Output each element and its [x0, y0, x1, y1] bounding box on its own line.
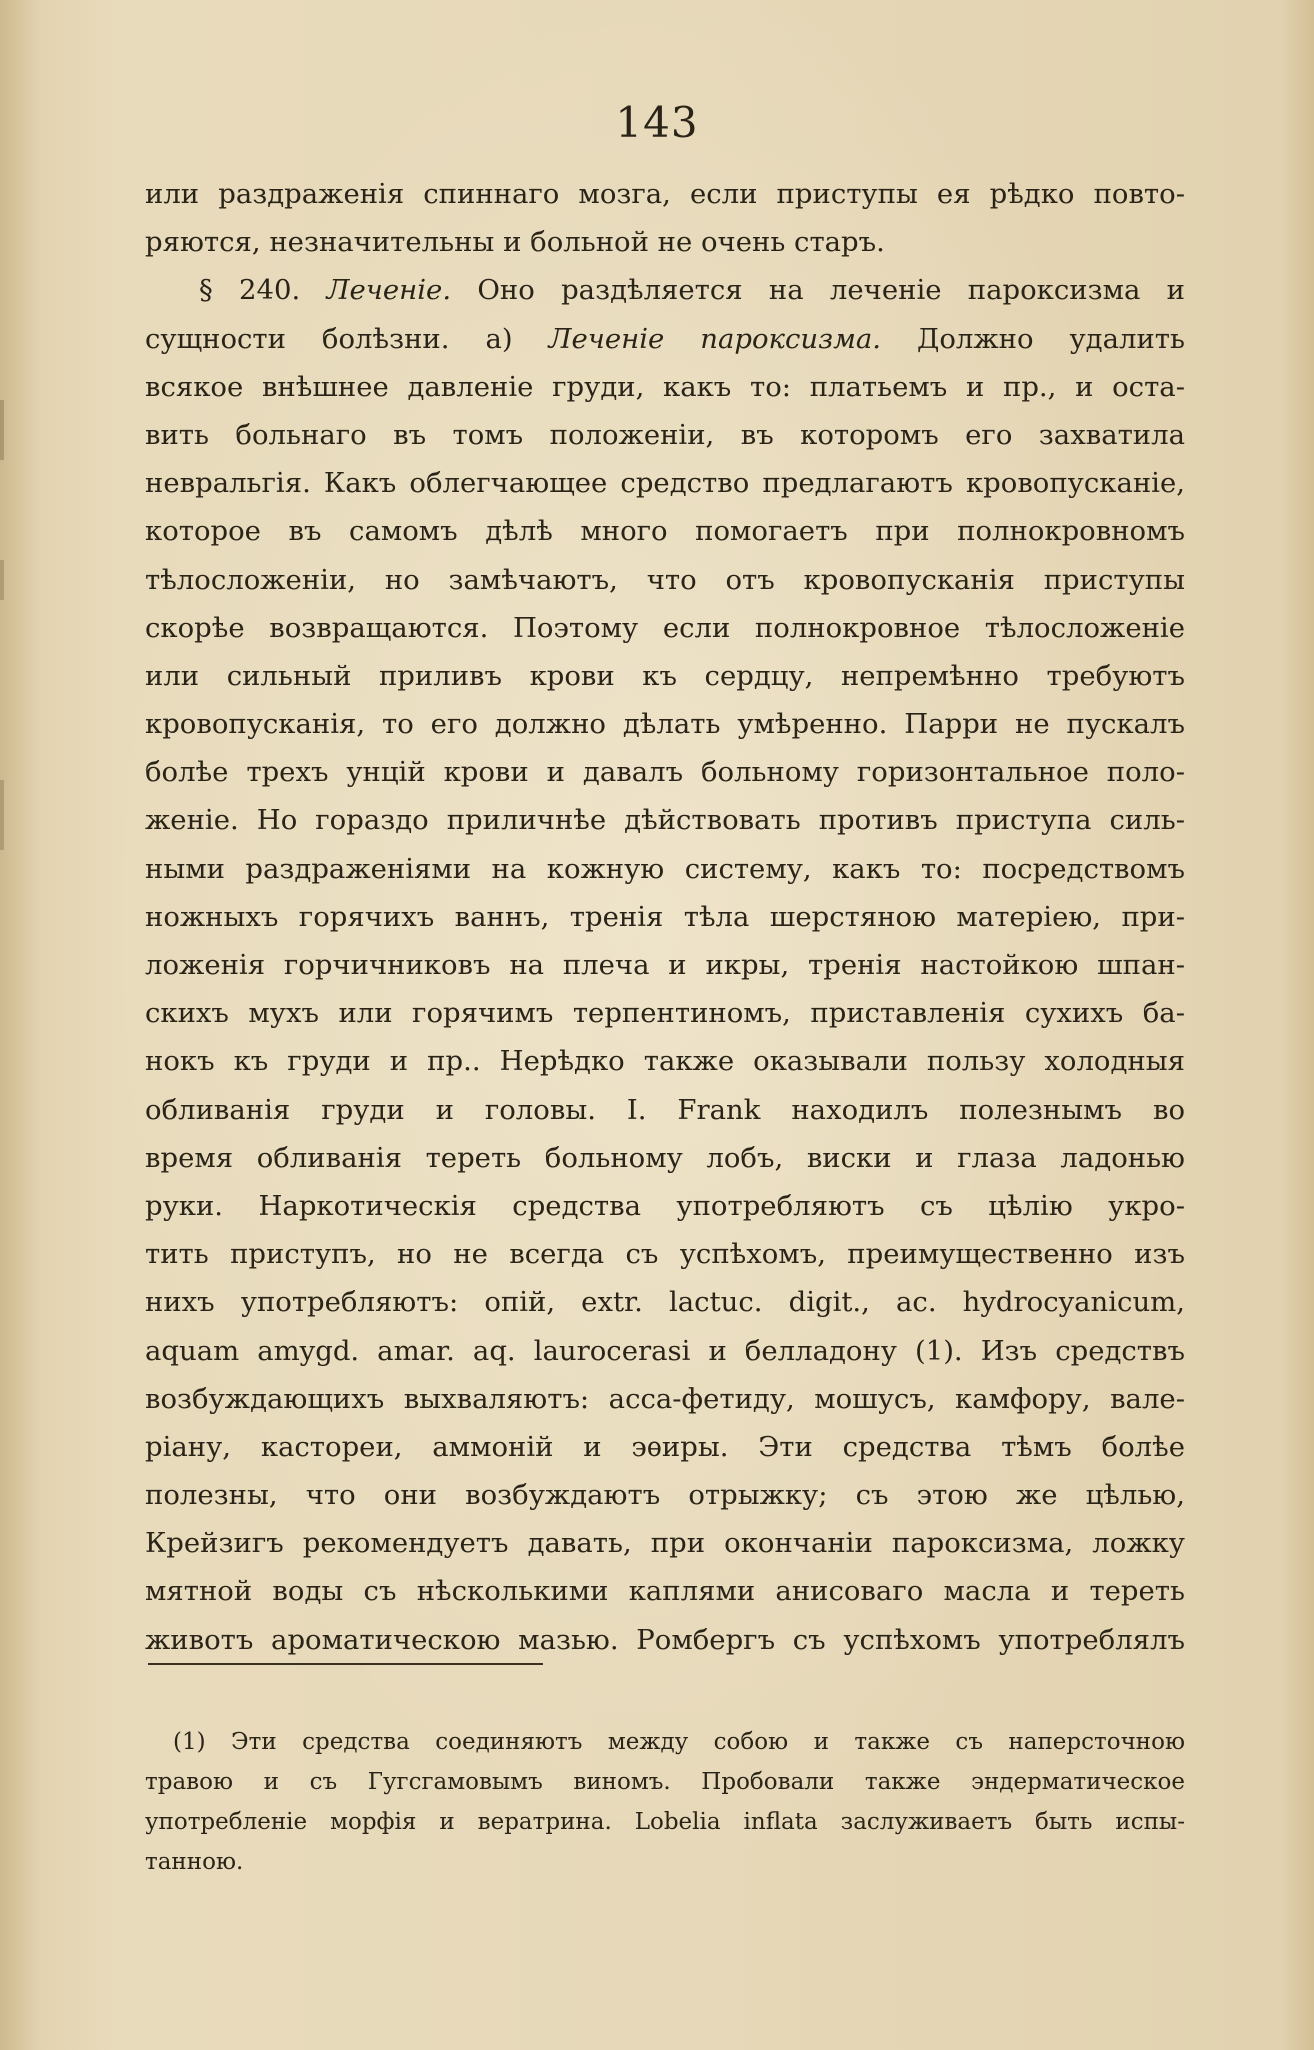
text-line [145, 1037, 1185, 1085]
text-line [145, 1567, 1185, 1615]
text-line [145, 1471, 1185, 1519]
text-segment: тить приступъ, но не всегда съ успѣхомъ, преимущественно изъ [145, 1238, 1185, 1271]
text-line [145, 170, 1185, 218]
text-segment: полезны, что они возбуждаютъ отрыжку; съ этою же цѣлью, [145, 1479, 1185, 1512]
text-segment: тѣлосложеніи, но замѣчаютъ, что отъ кровопусканія приступы [145, 563, 1185, 596]
text-segment: нихъ употребляютъ: опій, extr. lactuc. digit., ac. hydrocyanicum, [145, 1286, 1185, 1319]
footnote-separator [148, 1663, 543, 1665]
text-segment: скихъ мухъ или горячимъ терпентиномъ, приставленія сухихъ ба- [145, 997, 1185, 1030]
text-line [145, 218, 1185, 266]
text-segment: возбуждающихъ выхваляютъ: асса-фетиду, мошусъ, камфору, вале- [145, 1382, 1185, 1415]
text-segment: сущности болѣзни. а) [145, 322, 549, 355]
footnote-block [145, 1722, 1185, 1882]
text-segment: невральгія. Какъ облегчающее средство предлагаютъ кровопусканіе, [145, 467, 1185, 500]
text-line [145, 363, 1185, 411]
text-line [145, 556, 1185, 604]
text-line [145, 989, 1185, 1037]
text-line [145, 796, 1185, 844]
page-edge-shadow [0, 780, 4, 850]
text-line [145, 1423, 1185, 1471]
text-line [145, 1519, 1185, 1567]
page-edge-shadow [0, 400, 4, 460]
text-segment: Должно удалить [881, 322, 1185, 355]
text-line [145, 411, 1185, 459]
text-line [145, 893, 1185, 941]
text-segment: женіе. Но гораздо приличнѣе дѣйствовать противъ приступа силь- [145, 804, 1185, 837]
text-segment: или раздраженія спиннаго мозга, если приступы ея рѣдко повто- [145, 178, 1185, 210]
text-segment: ложенія горчичниковъ на плеча и икры, тренія настойкою шпан- [145, 949, 1185, 981]
text-segment: нокъ къ груди и пр.. Нерѣдко также оказывали пользу холодныя [145, 1045, 1185, 1078]
text-line [145, 266, 1185, 314]
main-text-block [145, 170, 1185, 1664]
text-line [145, 1134, 1185, 1182]
page-number: 143 [615, 98, 699, 147]
text-segment: ножныхъ горячихъ ваннъ, тренія тѣла шерстяною матеріею, при- [145, 900, 1185, 933]
text-segment: кровопусканія, то его должно дѣлать умѣренно. Парри не пускалъ [145, 708, 1185, 741]
text-segment: обливанія груди и головы. I. Frank находилъ полезнымъ во [145, 1093, 1185, 1126]
page-edge-shadow [0, 560, 4, 600]
text-segment: или сильный приливъ крови къ сердцу, непремѣнно требуютъ [145, 659, 1185, 692]
text-line [145, 459, 1185, 507]
italic-phrase: Леченіе пароксизма. [548, 322, 882, 355]
text-segment: § 240. [199, 274, 327, 307]
text-segment: которое въ самомъ дѣлѣ много помогаетъ при полнокровномъ [145, 515, 1185, 548]
text-line [145, 845, 1185, 893]
text-segment: всякое внѣшнее давленіе груди, какъ то: платьемъ и пр., и оста- [145, 370, 1185, 403]
italic-phrase: Леченіе. [326, 274, 452, 307]
text-line [145, 1230, 1185, 1278]
text-segment: скорѣе возвращаются. Поэтому если полнокровное тѣлосложеніе [145, 611, 1185, 644]
text-segment: время обливанія тереть больному лобъ, виски и глаза ладонью [145, 1141, 1185, 1174]
text-segment: руки. Наркотическія средства употребляютъ съ цѣлію укро- [145, 1189, 1185, 1222]
text-segment: ріану, кастореи, аммоній и эѳиры. Эти средства тѣмъ болѣе [145, 1430, 1185, 1463]
text-segment: вить больнаго въ томъ положеніи, въ которомъ его захватила [145, 418, 1185, 451]
text-segment: болѣе трехъ унцій крови и давалъ больному горизонтальное поло- [145, 756, 1185, 789]
text-segment: ряются, незначительны и больной не очень старъ. [145, 226, 885, 259]
text-segment: aquam amygd. amar. aq. laurocerasi и белладону (1). Изъ средствъ [145, 1334, 1185, 1367]
footnote-line: травою и съ Гугсгамовымъ виномъ. Пробовали также эндерматическое [145, 1769, 1185, 1795]
text-line [145, 652, 1185, 700]
text-line [145, 941, 1185, 989]
text-segment: мятной воды съ нѣсколькими каплями анисоваго масла и тереть [145, 1575, 1185, 1608]
text-segment: Оно раздѣляется на леченіе пароксизма и [451, 274, 1185, 307]
text-line [145, 1182, 1185, 1230]
text-line [145, 315, 1185, 363]
text-line [145, 1375, 1185, 1423]
text-line [145, 604, 1185, 652]
footnote-line: (1) Эти средства соединяютъ между собою и также съ наперсточною [173, 1729, 1185, 1755]
text-line [145, 507, 1185, 555]
text-line [145, 1086, 1185, 1134]
text-segment: животъ ароматическою мазью. Ромбергъ съ успѣхомъ употреблялъ [145, 1623, 1185, 1656]
text-line [145, 1327, 1185, 1375]
footnote-line: танною. [145, 1849, 244, 1875]
text-segment: ными раздраженіями на кожную систему, какъ то: посредствомъ [145, 852, 1185, 885]
text-line [145, 1278, 1185, 1326]
text-line [145, 700, 1185, 748]
text-line [145, 748, 1185, 796]
text-segment: Крейзигъ рекомендуетъ давать, при окончаніи пароксизма, ложку [145, 1527, 1185, 1560]
footnote-line: употребленіе морфія и вератрина. Lobelia inflata заслуживаетъ быть испы- [145, 1809, 1185, 1835]
text-line [145, 1616, 1185, 1664]
